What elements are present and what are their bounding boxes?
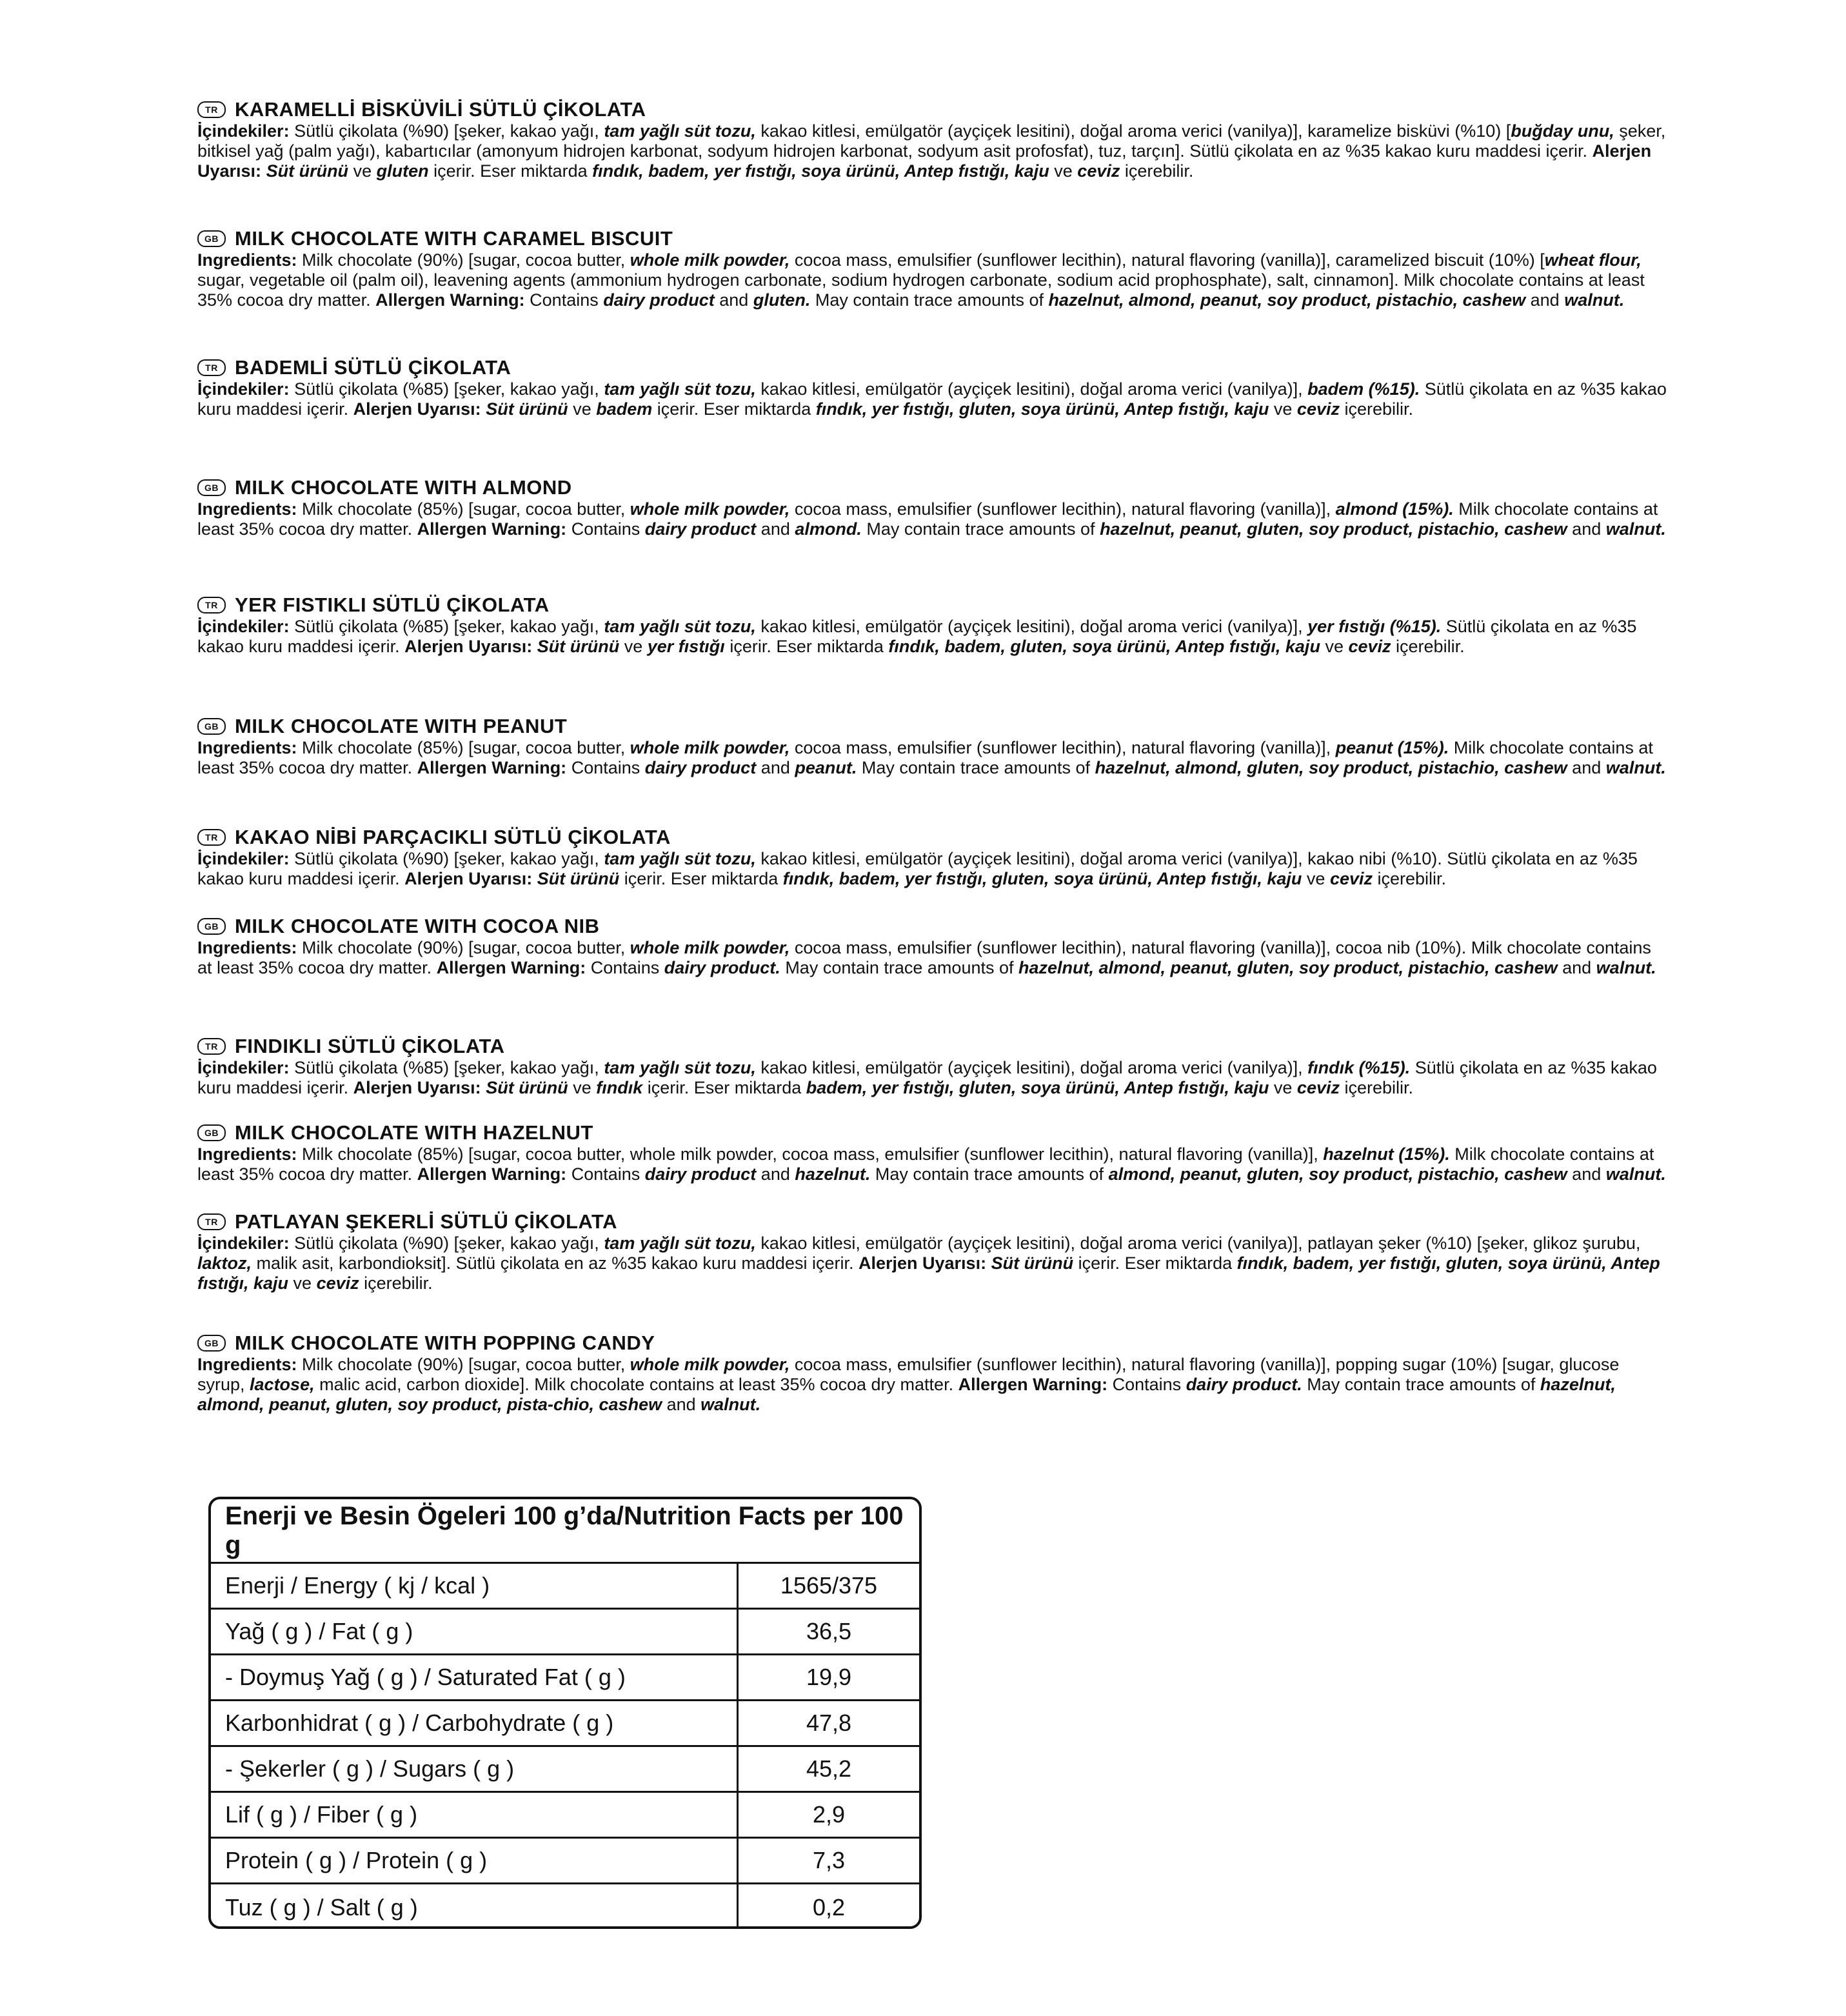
- allergen-emphasis: hazelnut, peanut, gluten, soy product, pistachio, cashew: [1100, 519, 1567, 539]
- ingredient-text: Contains: [524, 290, 604, 310]
- ingredient-text: [532, 869, 537, 888]
- language-badge-icon: TR: [197, 101, 226, 118]
- ingredient-text: cocoa mass, emulsifier (sunflower lecithin), natural flavoring (vanilla)], popping sugar (10%) [sugar, glucose syrup,: [197, 1355, 1620, 1394]
- allergen-emphasis: whole milk powder,: [630, 250, 790, 270]
- allergen-emphasis: walnut.: [1596, 958, 1656, 977]
- ingredient-label: Ingredients:: [197, 738, 297, 757]
- ingredient-text: Contains: [566, 519, 645, 539]
- ingredient-text: May contain trace amounts of: [857, 758, 1095, 777]
- section-heading: [197, 356, 1668, 379]
- allergen-emphasis: fındık, badem, gluten, soya ürünü, Antep fıstığı, kaju: [888, 637, 1320, 656]
- ingredient-text: içerebilir.: [1373, 869, 1447, 888]
- ingredient-text: ve: [1049, 161, 1078, 181]
- language-badge-icon: GB: [197, 230, 226, 247]
- allergen-emphasis: tam yağlı süt tozu,: [604, 1058, 756, 1077]
- ingredient-label: İçindekiler:: [197, 1233, 295, 1253]
- allergen-emphasis: walnut.: [1564, 290, 1625, 310]
- ingredient-text: Milk chocolate (90%) [sugar, cocoa butter,: [297, 1355, 630, 1374]
- ingredient-label: Ingredients:: [197, 1144, 297, 1164]
- allergen-emphasis: badem: [596, 399, 653, 419]
- ingredient-text: and: [1567, 519, 1606, 539]
- ingredient-text: Sütlü çikolata (%85) [şeker, kakao yağı,: [294, 379, 604, 399]
- ingredient-text: Milk chocolate (90%) [sugar, cocoa butter,: [297, 250, 630, 270]
- nutrient-label: Karbonhidrat ( g ) / Carbohydrate ( g ): [211, 1701, 739, 1745]
- ingredient-text: and: [1567, 758, 1606, 777]
- ingredients-text: [197, 499, 1668, 539]
- ingredient-text: ve: [568, 399, 597, 419]
- ingredient-text: içerebilir.: [1339, 399, 1414, 419]
- allergen-emphasis: tam yağlı süt tozu,: [604, 1233, 756, 1253]
- ingredient-text: cocoa mass, emulsifier (sunflower lecithin), natural flavoring (vanilla)],: [789, 499, 1336, 519]
- ingredient-text: Sütlü çikolata (%90) [şeker, kakao yağı,: [289, 849, 604, 868]
- ingredient-text: Sütlü çikolata en az %35 kakao kuru maddesi içerir.: [197, 617, 1637, 656]
- ingredient-section: [197, 356, 1668, 419]
- allergen-emphasis: hazelnut, almond, peanut, gluten, soy product, pistachio, cashew: [1018, 958, 1558, 977]
- ingredient-text: ve: [1320, 637, 1349, 656]
- ingredient-section: [197, 1332, 1668, 1415]
- ingredient-section: [197, 715, 1668, 778]
- allergen-emphasis: badem (%15).: [1307, 379, 1420, 399]
- ingredient-text: [532, 637, 537, 656]
- ingredients-text: [197, 738, 1668, 778]
- ingredient-text: and: [714, 290, 753, 310]
- ingredient-text: Milk chocolate (85%) [sugar, cocoa butter,: [297, 499, 630, 519]
- allergen-emphasis: whole milk powder,: [630, 1355, 790, 1374]
- section-heading: [197, 715, 1668, 738]
- ingredient-text: malic acid, carbon dioxide]. Milk chocolate contains at least 35% cocoa dry matter.: [314, 1375, 958, 1394]
- ingredient-label: Ingredients:: [197, 1355, 297, 1374]
- ingredient-label: İçindekiler:: [197, 379, 295, 399]
- ingredient-text: and: [756, 1164, 795, 1184]
- nutrient-label: Protein ( g ) / Protein ( g ): [211, 1839, 739, 1882]
- ingredients-text: [197, 938, 1668, 978]
- allergen-emphasis: Süt ürünü: [991, 1253, 1074, 1273]
- ingredient-label: Alerjen Uyarısı:: [404, 869, 533, 888]
- nutrition-row: [211, 1655, 919, 1701]
- ingredient-label: Ingredients:: [197, 938, 297, 957]
- ingredient-text: içerir. Eser miktarda: [1073, 1253, 1237, 1273]
- ingredient-label: İçindekiler:: [197, 849, 290, 868]
- ingredient-section: [197, 594, 1668, 657]
- section-heading: [197, 1210, 1668, 1233]
- allergen-emphasis: walnut.: [700, 1395, 761, 1414]
- ingredient-text: içerebilir.: [1391, 637, 1465, 656]
- ingredient-text: Sütlü çikolata (%90) [şeker, kakao yağı,: [294, 1233, 604, 1253]
- allergen-emphasis: dairy product: [603, 290, 715, 310]
- ingredient-text: and: [1557, 958, 1596, 977]
- ingredient-text: ve: [568, 1078, 597, 1097]
- ingredients-text: [197, 1355, 1668, 1415]
- section-heading: [197, 915, 1668, 938]
- ingredient-text: sugar, vegetable oil (palm oil), leavening agents (ammonium hydrogen carbonate, sodium hydrogen carbonate, sodium acid prophosphate), salt, cinnamon]. Milk chocolate contains at least 35% cocoa dry matter.: [197, 270, 1645, 310]
- ingredient-text: ve: [1269, 399, 1297, 419]
- ingredient-label: Allergen Warning:: [417, 758, 567, 777]
- ingredient-text: malik asit, karbondioksit]. Sütlü çikolata en az %35 kakao kuru maddesi içerir.: [252, 1253, 858, 1273]
- section-heading: [197, 1121, 1668, 1144]
- section-heading: [197, 1332, 1668, 1355]
- ingredient-label: İçindekiler:: [197, 1058, 295, 1077]
- ingredient-label: Allergen Warning:: [436, 958, 586, 977]
- allergen-emphasis: peanut.: [795, 758, 857, 777]
- ingredient-section: [197, 98, 1668, 181]
- allergen-emphasis: fındık, badem, yer fıstığı, gluten, soya ürünü, Antep fıstığı, kaju: [782, 869, 1302, 888]
- allergen-emphasis: fındık (%15).: [1307, 1058, 1411, 1077]
- ingredient-section: [197, 826, 1668, 889]
- allergen-emphasis: Süt ürünü: [486, 399, 568, 419]
- nutrition-row: [211, 1839, 919, 1884]
- allergen-emphasis: hazelnut (15%).: [1323, 1144, 1450, 1164]
- ingredient-section: [197, 227, 1668, 310]
- allergen-emphasis: ceviz: [1329, 869, 1373, 888]
- ingredient-text: ve: [288, 1273, 317, 1293]
- ingredient-label: Allergen Warning:: [417, 1164, 567, 1184]
- allergen-emphasis: dairy product: [644, 519, 757, 539]
- ingredients-text: [197, 617, 1668, 657]
- allergen-emphasis: whole milk powder,: [630, 738, 790, 757]
- allergen-emphasis: tam yağlı süt tozu,: [604, 617, 756, 636]
- ingredient-text: kakao kitlesi, emülgatör (ayçiçek lesitini), doğal aroma verici (vanilya)],: [755, 617, 1308, 636]
- ingredient-text: Contains: [566, 1164, 645, 1184]
- nutrient-label: - Doymuş Yağ ( g ) / Saturated Fat ( g ): [211, 1655, 739, 1699]
- ingredient-text: Sütlü çikolata en az %35 kakao kuru maddesi içerir.: [197, 379, 1667, 419]
- ingredient-label: Allergen Warning:: [375, 290, 525, 310]
- ingredient-text: Sütlü çikolata (%85) [şeker, kakao yağı,: [294, 617, 604, 636]
- ingredient-text: içerebilir.: [1120, 161, 1194, 181]
- nutrient-value: 7,3: [812, 1847, 846, 1873]
- section-title: MILK CHOCOLATE WITH ALMOND: [235, 476, 572, 499]
- nutrient-value: 1565/375: [780, 1572, 878, 1599]
- section-heading: [197, 1035, 1668, 1058]
- allergen-emphasis: Süt ürünü: [537, 869, 620, 888]
- ingredient-text: içerir. Eser miktarda: [652, 399, 816, 419]
- ingredient-text: içerebilir.: [359, 1273, 433, 1293]
- nutrient-label: - Şekerler ( g ) / Sugars ( g ): [211, 1747, 739, 1791]
- allergen-emphasis: dairy product.: [1186, 1375, 1302, 1394]
- section-heading: [197, 476, 1668, 499]
- section-title: KAKAO NİBİ PARÇACIKLI SÜTLÜ ÇİKOLATA: [235, 826, 671, 848]
- allergen-emphasis: ceviz: [1348, 637, 1391, 656]
- ingredient-text: ve: [348, 161, 377, 181]
- section-title: MILK CHOCOLATE WITH COCOA NIB: [235, 915, 600, 937]
- allergen-emphasis: whole milk powder,: [630, 499, 790, 519]
- ingredient-text: [986, 1253, 991, 1273]
- allergen-emphasis: dairy product: [644, 758, 757, 777]
- section-title: YER FISTIKLI SÜTLÜ ÇİKOLATA: [235, 594, 550, 616]
- ingredients-text: [197, 1144, 1668, 1184]
- ingredient-text: ve: [1302, 869, 1330, 888]
- ingredient-text: ve: [1269, 1078, 1297, 1097]
- ingredient-text: and: [662, 1395, 701, 1414]
- nutrient-label: Enerji / Energy ( kj / kcal ): [211, 1564, 739, 1608]
- ingredient-label: Ingredients:: [197, 250, 297, 270]
- ingredient-text: Milk chocolate (90%) [sugar, cocoa butter,: [297, 938, 630, 957]
- language-badge-icon: TR: [197, 1038, 226, 1055]
- nutrition-table-title: Enerji ve Besin Ögeleri 100 g’da/Nutrition Facts per 100 g: [211, 1499, 919, 1564]
- allergen-emphasis: tam yağlı süt tozu,: [604, 849, 756, 868]
- ingredient-text: May contain trace amounts of: [1302, 1375, 1540, 1394]
- ingredient-label: Alerjen Uyarısı:: [404, 637, 533, 656]
- nutrient-value: 2,9: [812, 1801, 846, 1828]
- section-title: MILK CHOCOLATE WITH PEANUT: [235, 715, 568, 737]
- allergen-emphasis: whole milk powder,: [630, 938, 790, 957]
- section-heading: [197, 227, 1668, 250]
- allergen-emphasis: Süt ürünü: [537, 637, 620, 656]
- ingredient-text: Milk chocolate contains at least 35% cocoa dry matter.: [197, 499, 1658, 539]
- ingredient-text: kakao kitlesi, emülgatör (ayçiçek lesitini), doğal aroma verici (vanilya)],: [755, 379, 1308, 399]
- nutrient-value: 0,2: [812, 1893, 846, 1921]
- nutrient-value: 36,5: [806, 1618, 852, 1644]
- ingredient-label: Alerjen Uyarısı:: [353, 399, 481, 419]
- ingredient-text: and: [756, 758, 795, 777]
- ingredient-text: Sütlü çikolata (%90) [şeker, kakao yağı,: [294, 121, 604, 141]
- nutrient-value: 19,9: [806, 1664, 852, 1690]
- allergen-emphasis: Süt ürünü: [486, 1078, 568, 1097]
- ingredient-text: Sütlü çikolata en az %35 kakao kuru maddesi içerir.: [197, 1058, 1657, 1097]
- ingredient-text: Contains: [566, 758, 645, 777]
- nutrient-label: Lif ( g ) / Fiber ( g ): [211, 1793, 739, 1837]
- ingredient-text: [261, 161, 266, 181]
- allergen-emphasis: fındık: [596, 1078, 643, 1097]
- allergen-emphasis: fındık, yer fıstığı, gluten, soya ürünü, Antep fıstığı, kaju: [815, 399, 1269, 419]
- allergen-emphasis: dairy product.: [664, 958, 780, 977]
- ingredient-label: Alerjen Uyarısı:: [353, 1078, 481, 1097]
- allergen-emphasis: yer fıstığı (%15).: [1307, 617, 1442, 636]
- ingredient-text: and: [756, 519, 795, 539]
- language-badge-icon: GB: [197, 479, 226, 496]
- ingredients-text: [197, 1058, 1668, 1098]
- allergen-emphasis: laktoz,: [197, 1253, 252, 1273]
- allergen-emphasis: almond.: [795, 519, 862, 539]
- allergen-emphasis: walnut.: [1605, 1164, 1666, 1184]
- ingredients-text: [197, 849, 1668, 889]
- allergen-emphasis: gluten: [376, 161, 429, 181]
- language-badge-icon: TR: [197, 597, 226, 614]
- ingredient-text: May contain trace amounts of: [810, 290, 1049, 310]
- section-heading: [197, 594, 1668, 617]
- ingredient-text: May contain trace amounts of: [870, 1164, 1109, 1184]
- nutrition-facts-table: [208, 1497, 922, 1929]
- ingredients-text: [197, 121, 1668, 181]
- section-title: BADEMLİ SÜTLÜ ÇİKOLATA: [235, 356, 511, 379]
- ingredient-label: İçindekiler:: [197, 617, 295, 636]
- allergen-emphasis: badem, yer fıstığı, gluten, soya ürünü, Antep fıstığı, kaju: [806, 1078, 1269, 1097]
- ingredient-text: Sütlü çikolata (%85) [şeker, kakao yağı,: [294, 1058, 604, 1077]
- ingredient-text: Milk chocolate contains at least 35% cocoa dry matter.: [197, 1144, 1654, 1184]
- ingredients-text: [197, 379, 1668, 419]
- allergen-emphasis: dairy product: [644, 1164, 757, 1184]
- nutrient-value: 47,8: [806, 1710, 852, 1736]
- ingredient-text: cocoa mass, emulsifier (sunflower lecithin), natural flavoring (vanilla)], caramelized biscuit (10%) [: [789, 250, 1545, 270]
- ingredient-text: kakao kitlesi, emülgatör (ayçiçek lesitini), doğal aroma verici (vanilya)], karamelize bisküvi (%10) [: [755, 121, 1511, 141]
- language-badge-icon: GB: [197, 1335, 226, 1352]
- ingredient-section: [197, 1035, 1668, 1098]
- allergen-emphasis: almond (15%).: [1335, 499, 1454, 519]
- ingredient-text: Contains: [1107, 1375, 1186, 1394]
- ingredient-text: içerir. Eser miktarda: [428, 161, 593, 181]
- ingredient-section: [197, 476, 1668, 539]
- allergen-emphasis: fındık, badem, yer fıstığı, soya ürünü, Antep fıstığı, kaju: [592, 161, 1049, 181]
- ingredients-text: [197, 250, 1668, 310]
- allergen-emphasis: hazelnut, almond, gluten, soy product, pistachio, cashew: [1095, 758, 1567, 777]
- ingredient-text: kakao kitlesi, emülgatör (ayçiçek lesitini), doğal aroma verici (vanilya)], patlayan şeker (%10) [şeker, glikoz şurubu,: [755, 1233, 1641, 1253]
- language-badge-icon: GB: [197, 918, 226, 935]
- ingredient-text: May contain trace amounts of: [780, 958, 1018, 977]
- ingredient-text: içerir. Eser miktarda: [642, 1078, 806, 1097]
- ingredient-text: içerir. Eser miktarda: [724, 637, 889, 656]
- allergen-emphasis: ceviz: [1296, 1078, 1340, 1097]
- allergen-emphasis: walnut.: [1605, 519, 1666, 539]
- ingredient-text: Milk chocolate (85%) [sugar, cocoa butter, whole milk powder, cocoa mass, emulsifier (sunflower lecithin), natural flavoring (vanilla)],: [297, 1144, 1324, 1164]
- section-title: MILK CHOCOLATE WITH POPPING CANDY: [235, 1332, 655, 1354]
- allergen-emphasis: ceviz: [1296, 399, 1340, 419]
- ingredient-text: Milk chocolate (85%) [sugar, cocoa butter,: [297, 738, 630, 757]
- language-badge-icon: TR: [197, 359, 226, 376]
- allergen-emphasis: almond, peanut, gluten, soy product, pistachio, cashew: [1108, 1164, 1567, 1184]
- allergen-emphasis: hazelnut, almond, peanut, gluten, soy product, pista-chio, cashew: [197, 1375, 1616, 1414]
- ingredient-text: içerir. Eser miktarda: [619, 869, 783, 888]
- section-heading: [197, 98, 1668, 121]
- ingredient-section: [197, 915, 1668, 978]
- section-title: MILK CHOCOLATE WITH CARAMEL BISCUIT: [235, 227, 673, 250]
- allergen-emphasis: wheat flour,: [1544, 250, 1642, 270]
- allergen-emphasis: tam yağlı süt tozu,: [604, 121, 756, 141]
- nutrition-row: [211, 1747, 919, 1793]
- ingredient-text: kakao kitlesi, emülgatör (ayçiçek lesitini), doğal aroma verici (vanilya)], kakao nibi (%10). Sütlü çikolata en az %35 kakao kuru maddesi içerir.: [197, 849, 1638, 888]
- allergen-emphasis: tam yağlı süt tozu,: [604, 379, 756, 399]
- ingredient-label: Alerjen Uyarısı:: [197, 141, 1652, 181]
- ingredient-text: Milk chocolate contains at least 35% cocoa dry matter.: [197, 738, 1653, 777]
- ingredient-label: Ingredients:: [197, 499, 297, 519]
- nutrient-label: Yağ ( g ) / Fat ( g ): [211, 1610, 739, 1653]
- nutrition-row: [211, 1884, 919, 1929]
- allergen-emphasis: yer fıstığı: [647, 637, 725, 656]
- ingredient-text: şeker, bitkisel yağ (palm yağı), kabartıcılar (amonyum hidrojen karbonat, sodyum hidrojen karbonat, sodyum asit profosfat), tuz, tarçın]. Sütlü çikolata en az %35 kakao kuru maddesi içerir.: [197, 121, 1666, 161]
- section-title: PATLAYAN ŞEKERLİ SÜTLÜ ÇİKOLATA: [235, 1210, 618, 1233]
- allergen-emphasis: peanut (15%).: [1335, 738, 1449, 757]
- nutrient-value: 45,2: [806, 1755, 852, 1782]
- ingredient-label: Allergen Warning:: [958, 1375, 1108, 1394]
- ingredient-text: and: [1567, 1164, 1606, 1184]
- ingredient-text: cocoa mass, emulsifier (sunflower lecithin), natural flavoring (vanilla)],: [789, 738, 1336, 757]
- ingredient-text: Contains: [586, 958, 664, 977]
- nutrition-row: [211, 1701, 919, 1747]
- allergen-emphasis: hazelnut.: [795, 1164, 871, 1184]
- language-badge-icon: TR: [197, 1213, 226, 1230]
- ingredient-text: içerebilir.: [1339, 1078, 1414, 1097]
- allergen-emphasis: hazelnut, almond, peanut, soy product, pistachio, cashew: [1048, 290, 1526, 310]
- allergen-emphasis: ceviz: [316, 1273, 359, 1293]
- section-title: KARAMELLİ BİSKÜVİLİ SÜTLÜ ÇİKOLATA: [235, 98, 646, 121]
- allergen-emphasis: fındık, badem, yer fıstığı, gluten, soya ürünü, Antep fıstığı, kaju: [197, 1253, 1660, 1293]
- allergen-emphasis: Süt ürünü: [266, 161, 349, 181]
- nutrition-row: [211, 1564, 919, 1610]
- ingredient-section: [197, 1121, 1668, 1184]
- allergen-emphasis: ceviz: [1077, 161, 1120, 181]
- allergen-emphasis: lactose,: [250, 1375, 315, 1394]
- allergen-emphasis: buğday unu,: [1511, 121, 1614, 141]
- ingredient-label: İçindekiler:: [197, 121, 295, 141]
- allergen-emphasis: walnut.: [1605, 758, 1666, 777]
- nutrition-row: [211, 1610, 919, 1655]
- ingredient-text: cocoa mass, emulsifier (sunflower lecithin), natural flavoring (vanilla)], cocoa nib (10%). Milk chocolate contains at least 35% cocoa dry matter.: [197, 938, 1651, 977]
- ingredient-text: May contain trace amounts of: [861, 519, 1100, 539]
- allergen-emphasis: gluten.: [753, 290, 811, 310]
- language-badge-icon: TR: [197, 829, 226, 846]
- section-heading: [197, 826, 1668, 849]
- ingredient-label: Alerjen Uyarısı:: [858, 1253, 987, 1273]
- ingredient-text: kakao kitlesi, emülgatör (ayçiçek lesitini), doğal aroma verici (vanilya)],: [755, 1058, 1308, 1077]
- nutrition-row: [211, 1793, 919, 1839]
- language-badge-icon: GB: [197, 718, 226, 735]
- section-title: MILK CHOCOLATE WITH HAZELNUT: [235, 1121, 593, 1144]
- section-title: FINDIKLI SÜTLÜ ÇİKOLATA: [235, 1035, 505, 1057]
- ingredient-text: ve: [619, 637, 648, 656]
- ingredient-section: [197, 1210, 1668, 1293]
- ingredients-text: [197, 1233, 1668, 1293]
- nutrient-label: Tuz ( g ) / Salt ( g ): [211, 1884, 739, 1929]
- ingredient-text: and: [1525, 290, 1565, 310]
- language-badge-icon: GB: [197, 1124, 226, 1141]
- ingredient-label: Allergen Warning:: [417, 519, 567, 539]
